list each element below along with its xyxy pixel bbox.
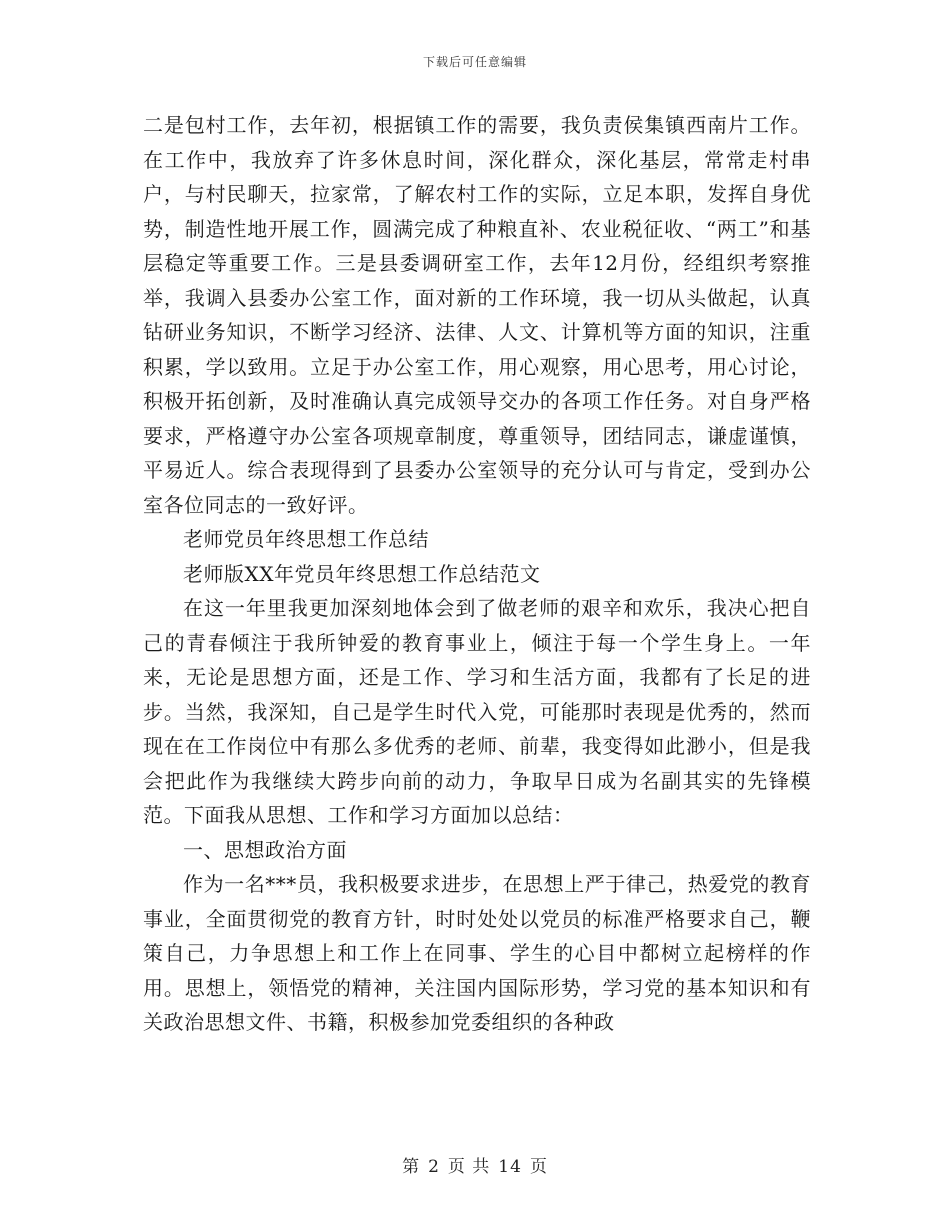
section-heading-political: 一、思想政治方面	[183, 837, 347, 862]
paragraph-village-work: 二是包村工作，去年初，根据镇工作的需要，我负责侯集镇西南片工作。在工作中，我放弃了许多休息时间，深化群众，深化基层，常常走村串户，与村民聊天，拉家常，了解农村工作的实际，立足本职，发挥自身优势，制造性地开展工作，圆满完成了种粮直补、农业税征收、“两工”和基层稳定等重要工作。三是县委调研室工作，去年12月份，经组织考察推举，我调入县委办公室工作，面对新的工作环境，我一切从头做起，认真钻研业务知识，不断学习经济、法律、人文、计算机等方面的知识，注重积累，学以致用。立足于办公室工作，用心观察，用心思考，用心讨论，积极开拓创新，及时准确认真完成领导交办的各项工作任务。对自身严格要求，严格遵守办公室各项规章制度，尊重领导，团结同志，谦虚谨慎，平易近人。综合表现得到了县委办公室领导的充分认可与肯定，受到办公室各位同志的一致好评。	[143, 113, 811, 517]
document-body	[143, 108, 811, 1040]
paragraph-political: 作为一名***员，我积极要求进步，在思想上严于律己，热爱党的教育事业，全面贯彻党的教育方针，时时处处以党员的标准严格要求自己，鞭策自己，力争思想上和工作上在同事、学生的心目中都树立起榜样的作用。思想上，领悟党的精神，关注国内国际形势，学习党的基本知识和有关政治思想文件、书籍，积极参加党委组织的各种政	[143, 872, 811, 1034]
current-page-number: 2	[428, 1157, 440, 1177]
page-label-prefix: 第	[402, 1157, 421, 1177]
page-label-mid: 页 共	[447, 1157, 491, 1177]
page-header: 下载后可任意编辑	[422, 55, 527, 69]
page-footer	[0, 1152, 950, 1177]
page-label-suffix: 页	[529, 1157, 548, 1177]
total-pages-number: 14	[498, 1157, 522, 1177]
document-title: 老师党员年终思想工作总结	[183, 527, 429, 551]
document-subtitle: 老师版XX年党员年终思想工作总结范文	[183, 561, 541, 586]
paragraph-intro: 在这一年里我更加深刻地体会到了做老师的艰辛和欢乐，我决心把自己的青春倾注于我所钟爱的教育事业上，倾注于每一个学生身上。一年来，无论是思想方面，还是工作、学习和生活方面，我都有了长足的进步。当然，我深知，自己是学生时代入党，可能那时表现是优秀的，然而现在在工作岗位中有那么多优秀的老师、前辈，我变得如此渺小，但是我会把此作为我继续大跨步向前的动力，争取早日成为名副其实的先锋模范。下面我从思想、工作和学习方面加以总结：	[143, 596, 811, 827]
